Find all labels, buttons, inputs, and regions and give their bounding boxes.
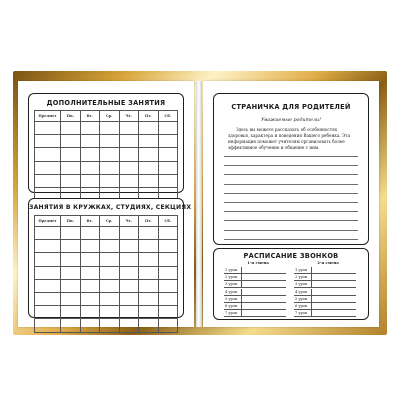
table-cell[interactable] [139, 240, 159, 253]
lesson-label: 2 урок [224, 274, 242, 281]
table-cell[interactable] [119, 240, 139, 253]
table-row [35, 266, 178, 279]
table-cell[interactable] [119, 319, 139, 332]
table-cell[interactable] [119, 174, 139, 187]
table-row [35, 174, 178, 187]
table-cell[interactable] [35, 306, 61, 319]
column-header: Вт. [80, 216, 100, 227]
book-spine [196, 81, 202, 327]
writing-line[interactable] [224, 230, 358, 231]
writing-line[interactable] [224, 193, 358, 194]
lesson-label: 4 урок [294, 289, 312, 296]
extra-classes-box [28, 93, 184, 193]
table-cell[interactable] [80, 319, 100, 332]
table-cell[interactable] [61, 174, 81, 187]
table-header-row [35, 111, 178, 122]
table-cell[interactable] [61, 148, 81, 161]
bell-row[interactable] [294, 281, 356, 288]
table-cell[interactable] [100, 253, 120, 266]
table-cell[interactable] [80, 266, 100, 279]
table-row [35, 148, 178, 161]
table-row [35, 122, 178, 135]
table-cell[interactable] [100, 161, 120, 174]
table-cell[interactable] [61, 306, 81, 319]
table-cell[interactable] [158, 148, 178, 161]
bell-row[interactable] [224, 296, 286, 303]
table-cell[interactable] [158, 161, 178, 174]
lesson-label: 6 урок [294, 303, 312, 310]
table-row [35, 306, 178, 319]
lesson-label: 6 урок [224, 303, 242, 310]
table-cell[interactable] [35, 135, 61, 148]
column-header: Пн. [61, 216, 81, 227]
table-cell[interactable] [158, 266, 178, 279]
lesson-label: 7 урок [294, 310, 312, 317]
table-cell[interactable] [100, 174, 120, 187]
lesson-label: 2 урок [294, 274, 312, 281]
writing-line[interactable] [224, 211, 358, 212]
table-cell[interactable] [119, 279, 139, 292]
lesson-label: 5 урок [224, 296, 242, 303]
table-cell[interactable] [119, 135, 139, 148]
lesson-label: 1 урок [224, 267, 242, 274]
clubs-table [34, 215, 178, 333]
table-cell[interactable] [158, 319, 178, 332]
parents-box [213, 93, 369, 245]
table-cell[interactable] [119, 161, 139, 174]
table-cell[interactable] [139, 122, 159, 135]
bell-row[interactable] [294, 267, 356, 274]
bells-box [213, 248, 369, 320]
table-cell[interactable] [35, 319, 61, 332]
bell-row[interactable] [224, 303, 286, 310]
table-cell[interactable] [80, 279, 100, 292]
lesson-label: 7 урок [224, 310, 242, 317]
table-cell[interactable] [61, 279, 81, 292]
salutation: Уважаемые родители! [260, 118, 322, 123]
table-cell[interactable] [35, 292, 61, 305]
table-cell[interactable] [139, 279, 159, 292]
table-cell[interactable] [61, 227, 81, 240]
column-header: Ср. [100, 216, 120, 227]
table-cell[interactable] [139, 148, 159, 161]
right-page [203, 81, 379, 327]
table-cell[interactable] [100, 306, 120, 319]
table-cell[interactable] [80, 292, 100, 305]
table-cell[interactable] [119, 253, 139, 266]
table-cell[interactable] [158, 292, 178, 305]
table-cell[interactable] [119, 122, 139, 135]
table-cell[interactable] [80, 122, 100, 135]
bell-row[interactable] [294, 274, 356, 281]
column-header: Пн. [61, 111, 81, 122]
lesson-label: 3 урок [294, 281, 312, 288]
bell-row[interactable] [224, 267, 286, 274]
table-cell[interactable] [61, 161, 81, 174]
table-cell[interactable] [80, 227, 100, 240]
table-cell[interactable] [119, 148, 139, 161]
table-cell[interactable] [80, 148, 100, 161]
parents-title: СТРАНИЧКА ДЛЯ РОДИТЕЛЕЙ [231, 103, 351, 111]
table-cell[interactable] [139, 319, 159, 332]
table-cell[interactable] [61, 240, 81, 253]
time-line [224, 316, 286, 317]
shift2-label: 2-я смена [317, 260, 339, 265]
table-cell[interactable] [100, 148, 120, 161]
table-cell[interactable] [80, 174, 100, 187]
table-cell[interactable] [61, 266, 81, 279]
column-header: Предмет [35, 111, 61, 122]
table-cell[interactable] [119, 266, 139, 279]
table-row [35, 227, 178, 240]
table-cell[interactable] [100, 292, 120, 305]
table-cell[interactable] [61, 122, 81, 135]
table-cell[interactable] [35, 227, 61, 240]
bell-row[interactable] [224, 310, 286, 317]
table-cell[interactable] [35, 279, 61, 292]
table-header-row [35, 216, 178, 227]
bell-row[interactable] [224, 274, 286, 281]
lesson-label: 3 урок [224, 281, 242, 288]
table-cell[interactable] [119, 227, 139, 240]
writing-line[interactable] [224, 174, 358, 175]
table-cell[interactable] [158, 174, 178, 187]
table-cell[interactable] [100, 319, 120, 332]
table-row [35, 292, 178, 305]
column-header: Чт. [119, 216, 139, 227]
writing-line[interactable] [224, 220, 358, 221]
extra-classes-table [34, 110, 178, 201]
table-cell[interactable] [158, 135, 178, 148]
table-row [35, 319, 178, 332]
writing-line[interactable] [224, 239, 358, 240]
table-cell[interactable] [35, 122, 61, 135]
lesson-label: 4 урок [224, 289, 242, 296]
left-page [18, 81, 194, 327]
table-row [35, 253, 178, 266]
table-cell[interactable] [158, 306, 178, 319]
writing-line[interactable] [224, 184, 358, 185]
table-cell[interactable] [35, 161, 61, 174]
table-cell[interactable] [139, 292, 159, 305]
bells-title: РАСПИСАНИЕ ЗВОНКОВ [243, 252, 339, 260]
table-cell[interactable] [139, 266, 159, 279]
table-cell[interactable] [61, 292, 81, 305]
table-cell[interactable] [158, 240, 178, 253]
table-cell[interactable] [158, 227, 178, 240]
bell-row[interactable] [224, 281, 286, 288]
table-cell[interactable] [100, 122, 120, 135]
bell-row[interactable] [294, 296, 356, 303]
shift1-label: 1-я смена [247, 260, 269, 265]
column-header: Ср. [100, 111, 120, 122]
clubs-box [28, 198, 192, 318]
column-header: Пт. [139, 216, 159, 227]
bell-row[interactable] [294, 289, 356, 296]
table-cell[interactable] [80, 306, 100, 319]
bell-row[interactable] [294, 303, 356, 310]
table-cell[interactable] [158, 279, 178, 292]
table-cell[interactable] [139, 161, 159, 174]
table-cell[interactable] [61, 135, 81, 148]
column-header: Сб. [158, 216, 178, 227]
table-cell[interactable] [80, 161, 100, 174]
writing-line[interactable] [224, 165, 358, 166]
column-header: Чт. [119, 111, 139, 122]
table-cell[interactable] [139, 253, 159, 266]
table-cell[interactable] [100, 135, 120, 148]
column-header: Сб. [158, 111, 178, 122]
column-header: Пт. [139, 111, 159, 122]
writing-line[interactable] [224, 156, 358, 157]
bell-row[interactable] [224, 289, 286, 296]
table-cell[interactable] [80, 135, 100, 148]
table-cell[interactable] [80, 240, 100, 253]
table-row [35, 240, 178, 253]
table-row [35, 279, 178, 292]
column-header: Вт. [80, 111, 100, 122]
table-cell[interactable] [139, 135, 159, 148]
extra-classes-title: ДОПОЛНИТЕЛЬНЫЕ ЗАНЯТИЯ [46, 99, 166, 107]
table-cell[interactable] [35, 240, 61, 253]
lesson-label: 5 урок [294, 296, 312, 303]
table-cell[interactable] [35, 266, 61, 279]
bell-row[interactable] [294, 310, 356, 317]
lesson-label: 1 урок [294, 267, 312, 274]
clubs-title: ЗАНЯТИЯ В КРУЖКАХ, СТУДИЯХ, СЕКЦИЯХ [29, 204, 192, 211]
table-cell[interactable] [80, 253, 100, 266]
column-header: Предмет [35, 216, 61, 227]
table-cell[interactable] [100, 279, 120, 292]
table-cell[interactable] [35, 174, 61, 187]
table-cell[interactable] [139, 174, 159, 187]
table-cell[interactable] [158, 122, 178, 135]
table-cell[interactable] [139, 227, 159, 240]
table-row [35, 161, 178, 174]
table-cell[interactable] [100, 240, 120, 253]
table-cell[interactable] [100, 266, 120, 279]
table-cell[interactable] [61, 253, 81, 266]
table-cell[interactable] [35, 148, 61, 161]
table-cell[interactable] [61, 319, 81, 332]
table-cell[interactable] [119, 306, 139, 319]
writing-line[interactable] [224, 202, 358, 203]
time-line [294, 316, 356, 317]
table-cell[interactable] [158, 253, 178, 266]
table-cell[interactable] [139, 306, 159, 319]
table-row [35, 135, 178, 148]
parents-body-text: Здесь вы можете рассказать об особенностях здоровья, характера и поведения Вашего ребенка. Эта информация поможет учителям организовать более эффективное обучение и общение с ним. [228, 127, 351, 150]
table-cell[interactable] [100, 227, 120, 240]
table-cell[interactable] [35, 253, 61, 266]
table-cell[interactable] [119, 292, 139, 305]
